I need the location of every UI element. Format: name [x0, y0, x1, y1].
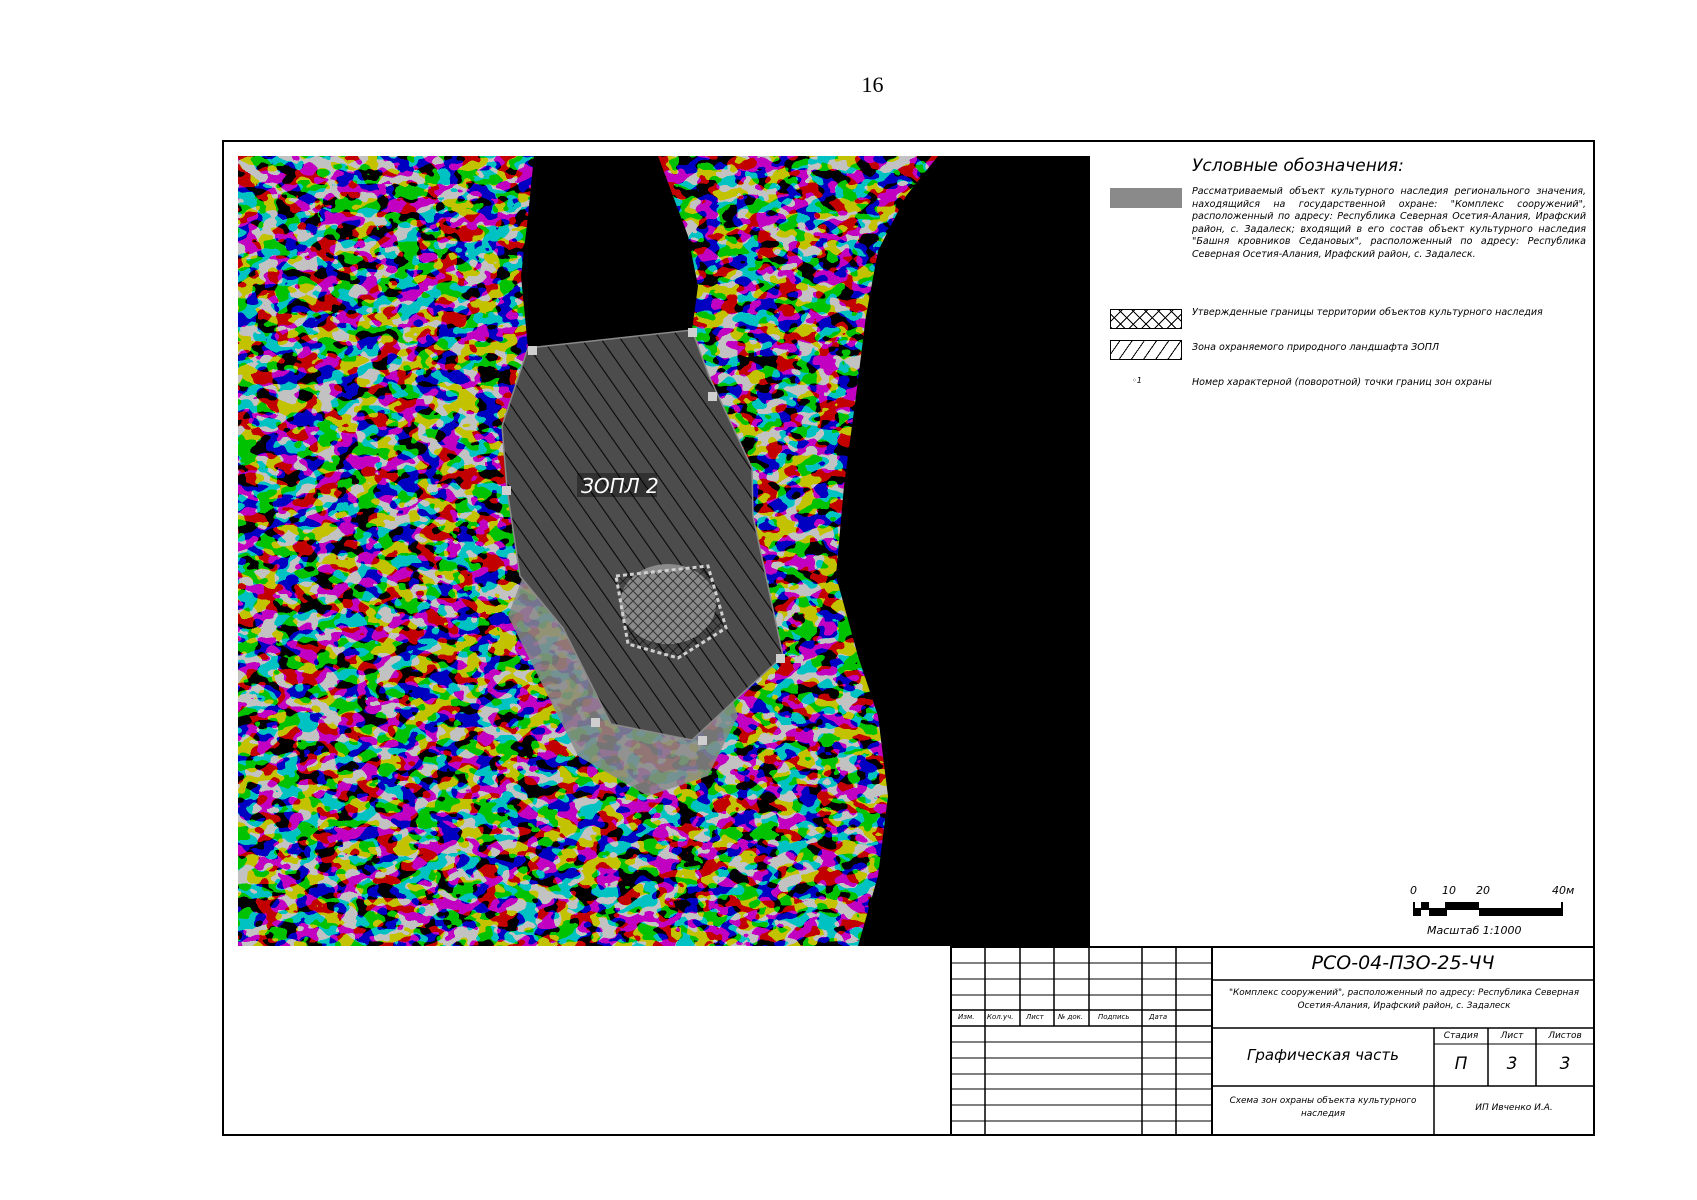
map-svg — [238, 156, 1090, 946]
swatch-diagonal-hatch — [1110, 340, 1182, 360]
object-line-1: "Комплекс сооружений", расположенный по адресу: Республика Северная — [1229, 988, 1579, 998]
header-list: Лист — [1026, 1013, 1044, 1021]
swatch-solid-gray — [1110, 188, 1182, 208]
document-code: РСО-04-ПЗО-25-ЧЧ — [1311, 952, 1495, 974]
drawing-title-line-2: наследия — [1300, 1109, 1346, 1119]
organization: ИП Ивченко И.А. — [1475, 1103, 1553, 1113]
title-block — [950, 946, 1595, 1136]
header-kol-uch: Кол.уч. — [987, 1013, 1014, 1021]
stage-value: П — [1454, 1054, 1468, 1074]
point-symbol: ◦1 — [1132, 376, 1142, 385]
legend-item-text: Утвержденные границы территории объектов культурного наследия — [1192, 307, 1543, 318]
scale-tick-10: 10 — [1442, 884, 1456, 897]
legend-item-text: Номер характерной (поворотной) точки границ зон охраны — [1192, 377, 1492, 388]
header-izm: Изм. — [958, 1013, 975, 1021]
zone-label-text: ЗОПЛ 2 — [581, 474, 659, 498]
scale-tick-40: 40м — [1552, 884, 1575, 897]
zone-label — [577, 473, 659, 498]
legend-item-text: Рассматриваемый объект культурного наследия регионального значения, находящийся на государственной охране: "Комплекс сооружений", расположенный по адресу: Республика Северная Осетия-Алания, Ирафский район, с. Задалеск; входящий в его состав объект культурного наследия "Башня кровников Седановых", расположенный по адресу: Республика Северная Осетия-Алания, Ирафский район, с. Задалеск. — [1192, 186, 1586, 260]
sheet-header: Лист — [1500, 1031, 1524, 1041]
legend-item-text: Зона охраняемого природного ландшафта ЗОПЛ — [1192, 342, 1440, 353]
sheets-value: 3 — [1559, 1054, 1571, 1074]
sheet-value: 3 — [1506, 1054, 1518, 1074]
scale-bar — [1410, 884, 1600, 944]
object-line-2: Осетия-Алания, Ирафский район, с. Задалеск — [1297, 1001, 1511, 1011]
legend-title: Условные обозначения: — [1192, 156, 1404, 176]
header-date: Дата — [1149, 1013, 1168, 1021]
swatch-crosshatch — [1110, 309, 1182, 329]
section-title: Графическая часть — [1247, 1046, 1399, 1064]
map-area[interactable] — [238, 156, 1090, 946]
scale-bar-graphic — [1410, 900, 1580, 918]
header-doc-no: № док. — [1058, 1013, 1084, 1021]
drawing-title-line-1: Схема зон охраны объекта культурного — [1229, 1096, 1417, 1106]
sheets-header: Листов — [1548, 1031, 1582, 1041]
page-number: 16 — [861, 72, 884, 97]
header-signature: Подпись — [1098, 1013, 1130, 1021]
stage-header: Стадия — [1443, 1031, 1479, 1041]
scale-label: Масштаб 1:1000 — [1427, 924, 1522, 937]
scale-tick-20: 20 — [1476, 884, 1490, 897]
scale-tick-0: 0 — [1410, 884, 1417, 897]
